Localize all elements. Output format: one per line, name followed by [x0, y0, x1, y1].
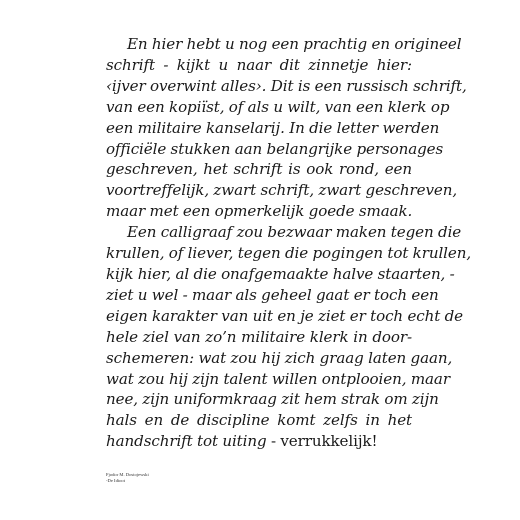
text-line: ziet u wel - maar als geheel gaat er toch een	[106, 285, 439, 304]
text-line: ‹ijver overwint alles›. Dit is een russisch schrift,	[106, 76, 467, 95]
text-line: voortreffelijk, zwart schrift, zwart geschreven,	[106, 181, 458, 200]
text-line: een militaire kanselarij. In die letter werden	[106, 118, 440, 137]
text-line: hals en de discipline komt zelfs in het	[106, 411, 412, 430]
text-line: van een kopiïst, of als u wilt, van een klerk op	[106, 97, 450, 116]
paragraph-2	[106, 222, 472, 452]
text-line-final	[106, 431, 412, 452]
text-line: kijk hier, al die onafgemaakte halve staarten, -	[106, 264, 455, 283]
text-line: hele ziel van zo’n militaire klerk in door-	[106, 327, 412, 346]
colophon-author: Fjodor M. Dostojewski	[106, 472, 149, 477]
text-line: krullen, of liever, tegen die pogingen tot krullen,	[106, 244, 472, 263]
text-line: eigen karakter van uit en je ziet er toch echt de	[106, 306, 464, 325]
text-line: nee, zijn uniformkraag zit hem strak om zijn	[106, 390, 439, 409]
text-block	[106, 34, 472, 452]
text-line: En hier hebt u nog een prachtig en origineel	[127, 35, 462, 53]
final-italic-text: handschrift tot uiting	[106, 432, 267, 451]
colophon	[106, 472, 266, 484]
text-line: Een calligraaf zou bezwaar maken tegen die	[127, 223, 462, 242]
paragraph-1	[106, 34, 467, 222]
text-line: maar met een opmerkelijk goede smaak.	[106, 202, 413, 221]
text-line: officiële stukken aan belangrijke personages	[106, 139, 444, 158]
text-line: schemeren: wat zou hij zich graag laten gaan,	[106, 348, 453, 367]
text-line: schrift - kijkt u naar dit zinnetje hier:	[106, 55, 412, 74]
colophon-work: -De Idioot	[106, 478, 126, 483]
final-upright-text: - verrukkelijk!	[266, 432, 378, 451]
text-line: geschreven, het schrift is ook rond, een	[106, 160, 412, 179]
text-line: wat zou hij zijn talent willen ontplooien, maar	[106, 369, 450, 388]
